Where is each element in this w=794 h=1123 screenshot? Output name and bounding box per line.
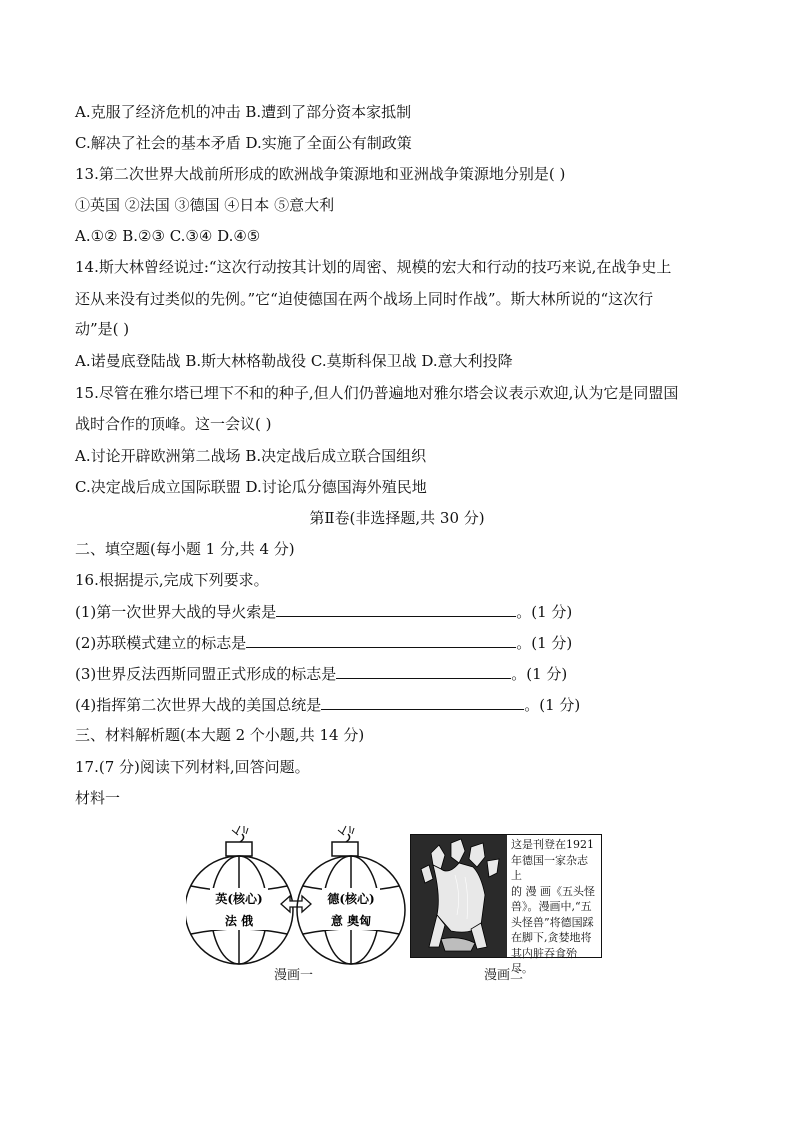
fill-score: 。(1 分): [516, 603, 573, 621]
fill-item-4: [75, 693, 580, 716]
fill-score: 。(1 分): [511, 665, 568, 683]
q15-stem-line2: 战时合作的顶峰。这一会议( ): [75, 415, 272, 433]
q15-options-cd: C.决定战后成立国际联盟 D.讨论瓜分德国海外殖民地: [75, 478, 427, 496]
fill-item-1: [75, 600, 572, 623]
q14-stem-line3: 动”是( ): [75, 320, 130, 338]
q16-stem: 16.根据提示,完成下列要求。: [75, 571, 269, 589]
answer-blank[interactable]: [276, 600, 516, 617]
part3-heading: 三、材料解析题(本大题 2 个小题,共 14 分): [75, 726, 365, 744]
fill-prompt: (4)指挥第二次世界大战的美国总统是: [75, 696, 322, 714]
cartoon2-description: 这是刊登在1921 年德国一家杂志上 的 漫 画《五头怪 兽》。漫画中,“五 头怪兽”将德国踩 在脚下,贪婪地将 其内脏吞食殆尽。: [511, 838, 595, 975]
fill-prompt: (1)第一次世界大战的导火索是: [75, 603, 277, 621]
five-headed-monster-illustration: [411, 835, 507, 957]
q13-stem: 13.第二次世界大战前所形成的欧洲战争策源地和亚洲战争策源地分别是( ): [75, 165, 566, 183]
material-label: 材料一: [75, 789, 121, 807]
cartoon1-caption: 漫画一: [274, 968, 314, 983]
q13-options: A.①② B.②③ C.③④ D.④⑤: [75, 227, 261, 245]
part2-heading: 二、填空题(每小题 1 分,共 4 分): [75, 540, 295, 558]
cartoon2-caption: 漫画二: [484, 968, 524, 983]
q14-stem-line1: 14.斯大林曾经说过:“这次行动按其计划的周密、规模的宏大和行动的技巧来说,在战争史上: [75, 258, 672, 276]
double-arrow-icon: [281, 896, 311, 912]
answer-blank[interactable]: [336, 662, 511, 679]
q14-stem-line2: 还从来没有过类似的先例。”它“迫使德国在两个战场上同时作战”。斯大林所说的“这次行: [75, 290, 654, 308]
answer-blank[interactable]: [321, 693, 524, 710]
cartoon1-right-top: 德(核心): [327, 892, 375, 906]
cartoon1-left-top: 英(核心): [215, 892, 263, 906]
q13-choices: ①英国 ②法国 ③德国 ④日本 ⑤意大利: [75, 196, 335, 214]
q17-stem: 17.(7 分)阅读下列材料,回答问题。: [75, 758, 310, 776]
q15-stem-line1: 15.尽管在雅尔塔已埋下不和的种子,但人们仍普遍地对雅尔塔会议表示欢迎,认为它是同盟国: [75, 384, 679, 402]
cartoon1-right-bottom: 意 奥匈: [330, 914, 372, 928]
cartoon1-left-bottom: 法 俄: [224, 914, 254, 928]
fill-item-3: [75, 662, 567, 685]
cartoon-two: [410, 834, 602, 975]
fill-score: 。(1 分): [516, 634, 573, 652]
cartoon-one: [186, 824, 406, 984]
fill-item-2: [75, 631, 572, 654]
fill-prompt: (3)世界反法西斯同盟正式形成的标志是: [75, 665, 337, 683]
q12-options-ab: A.克服了经济危机的冲击 B.遭到了部分资本家抵制: [75, 103, 412, 121]
material-figure: [186, 824, 616, 984]
answer-blank[interactable]: [246, 631, 516, 648]
fill-prompt: (2)苏联模式建立的标志是: [75, 634, 247, 652]
section-title: 第Ⅱ卷(非选择题,共 30 分): [309, 509, 485, 527]
q14-options: A.诺曼底登陆战 B.斯大林格勒战役 C.莫斯科保卫战 D.意大利投降: [75, 352, 513, 370]
fill-score: 。(1 分): [524, 696, 581, 714]
q15-options-ab: A.讨论开辟欧洲第二战场 B.决定战后成立联合国组织: [75, 447, 427, 465]
q12-options-cd: C.解决了社会的基本矛盾 D.实施了全面公有制政策: [75, 134, 412, 152]
